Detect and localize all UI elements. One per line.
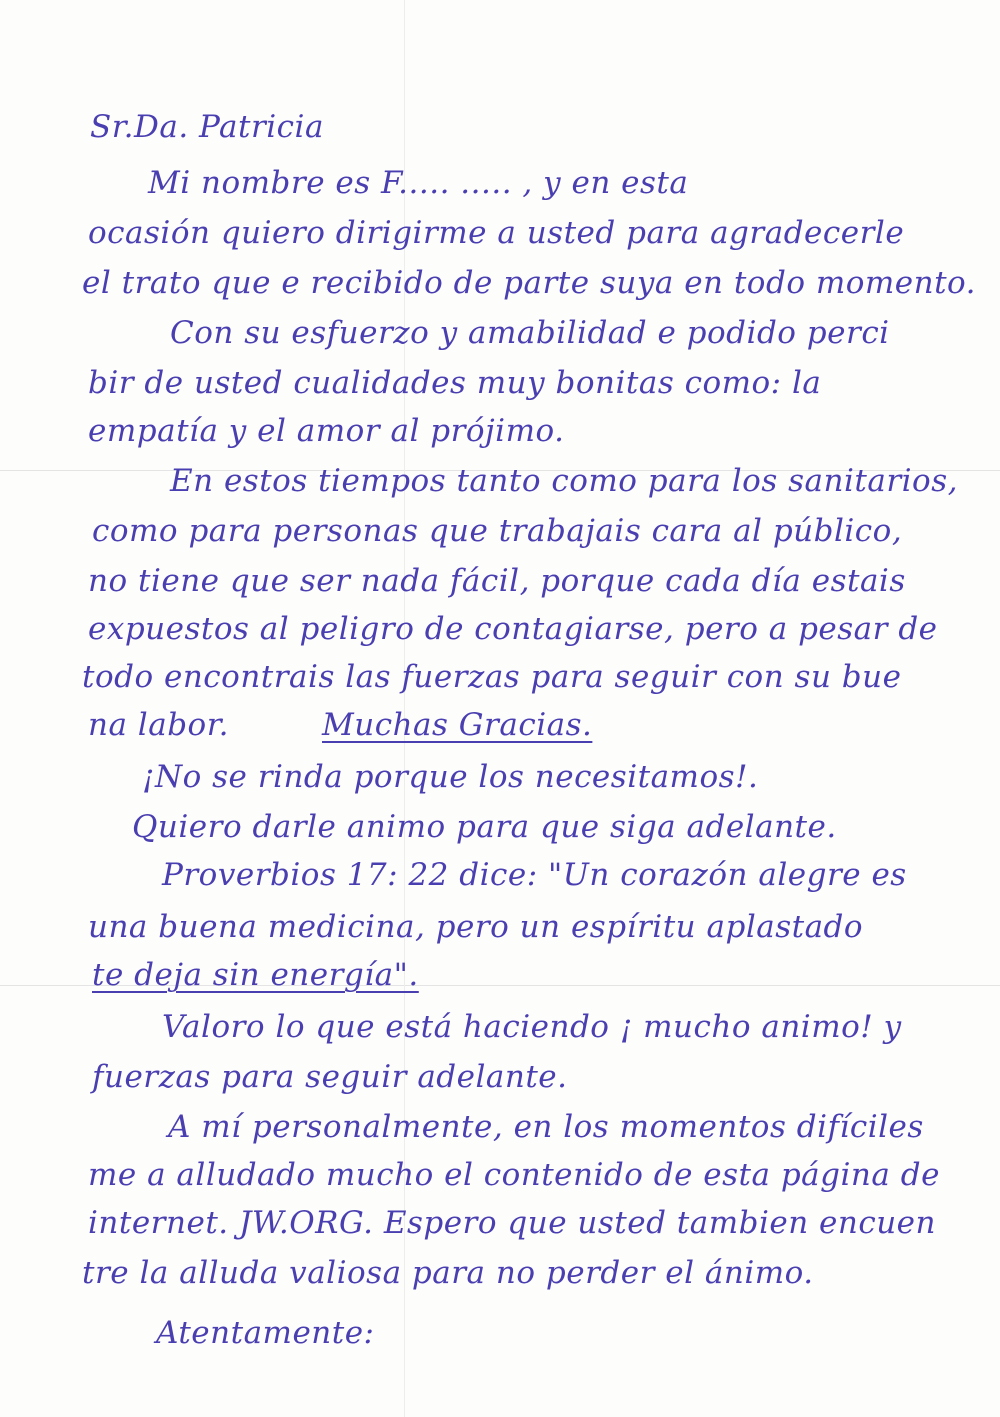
letter-line-7: En estos tiempos tanto como para los sanitarios, — [170, 463, 958, 499]
letter-greeting: Sr.Da. Patricia — [90, 109, 324, 145]
letter-line-8: como para personas que trabajais cara al público, — [92, 513, 903, 549]
letter-line-19: fuerzas para seguir adelante. — [92, 1059, 568, 1095]
letter-line-5: bir de usted cualidades muy bonitas como: la — [88, 365, 822, 401]
letter-line-13: ¡No se rinda porque los necesitamos!. — [142, 759, 759, 795]
letter-line-17: te deja sin energía". — [92, 957, 419, 993]
letter-line-14: Quiero darle animo para que siga adelante. — [132, 809, 837, 845]
letter-line-15: Proverbios 17: 22 dice: "Un corazón alegre es — [162, 857, 907, 893]
letter-line-23: tre la alluda valiosa para no perder el ánimo. — [82, 1255, 814, 1291]
letter-line-10: expuestos al peligro de contagiarse, pero a pesar de — [88, 611, 938, 647]
letter-line-18: Valoro lo que está haciendo ¡ mucho animo! y — [162, 1009, 902, 1045]
letter-line-22: internet. JW.ORG. Espero que usted tambien encuen — [88, 1205, 936, 1241]
letter-line-3: el trato que e recibido de parte suya en todo momento. — [82, 265, 977, 301]
letter-line-2: ocasión quiero dirigirme a usted para agradecerle — [88, 215, 905, 251]
letter-line-16: una buena medicina, pero un espíritu aplastado — [88, 909, 864, 945]
letter-line-12: na labor. — [88, 707, 229, 743]
letter-line-20: A mí personalmente, en los momentos difíciles — [168, 1109, 924, 1145]
letter-line-4: Con su esfuerzo y amabilidad e podido perci — [170, 315, 890, 351]
letter-line-6: empatía y el amor al prójimo. — [88, 413, 565, 449]
letter-line-21: me a alludado mucho el contenido de esta página de — [88, 1157, 940, 1193]
letter-thanks: Muchas Gracias. — [322, 707, 593, 743]
letter-line-11: todo encontrais las fuerzas para seguir con su bue — [82, 659, 902, 695]
letter-closing: Atentamente: — [156, 1315, 375, 1351]
letter-line-1: Mi nombre es F..... ..... , y en esta — [148, 165, 689, 201]
letter-line-9: no tiene que ser nada fácil, porque cada día estais — [88, 563, 906, 599]
